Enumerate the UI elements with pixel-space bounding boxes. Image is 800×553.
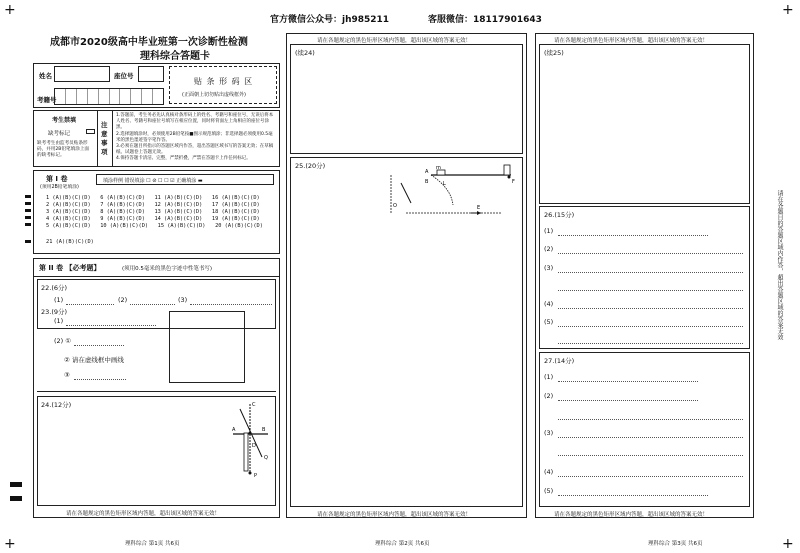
mcq-item[interactable]: 5 (A)(B)(C)(D): [46, 223, 91, 229]
mcq-item[interactable]: 2 (A)(B)(C)(D): [46, 202, 91, 208]
section-1-title: 第 I 卷: [46, 175, 68, 183]
seat-field[interactable]: [138, 66, 164, 82]
q27-part-4: (4): [544, 468, 554, 476]
q23-drawing-box[interactable]: [169, 311, 245, 383]
exam-title: 成都市2020级高中毕业班第一次诊断性检测: [50, 37, 248, 48]
fig25-label: m: [436, 165, 441, 171]
name-label: 姓名: [39, 72, 52, 80]
mcq-item[interactable]: 4 (A)(B)(C)(D): [46, 216, 91, 222]
q27-answer-area[interactable]: [539, 352, 750, 507]
section-2-block: [33, 258, 280, 518]
mcq-item[interactable]: 15 (A)(B)(C)(D): [157, 223, 206, 229]
q25-continued-title: (续25): [544, 49, 564, 57]
q25-continued-area[interactable]: [539, 44, 750, 204]
fig24-label: D: [252, 443, 256, 449]
mcq-item[interactable]: 8 (A)(B)(C)(D): [100, 209, 145, 215]
q27-part-2: (2): [544, 392, 554, 400]
fig24-label: A: [232, 427, 236, 433]
q22-part-2: (2): [118, 296, 128, 304]
q26-part-1: (1): [544, 227, 554, 235]
fig25-label: E: [477, 205, 481, 211]
zone-warning: 请在各题规定的黑色矩形区域内答题，超出该区域的答案无效！: [66, 511, 221, 517]
section-1-block: [33, 170, 280, 254]
zone-warning: 请在各题规定的黑色矩形区域内答题，超出该区域的答案无效！: [554, 38, 709, 44]
mcq-item[interactable]: 9 (A)(B)(C)(D): [100, 216, 145, 222]
exam-no-field[interactable]: [54, 88, 164, 105]
candidate-forbidden-label: 考生禁填: [52, 117, 77, 124]
q24-title: 24.(12分): [41, 401, 72, 409]
absent-note: 缺考考生由监考员贴条形码，并用2B铅笔填涂上面的缺考标记。: [37, 141, 90, 158]
service-wechat: 客服微信：18117901643: [428, 15, 542, 25]
q25-title: 25.(20分): [295, 162, 326, 170]
mcq-item[interactable]: 13 (A)(B)(C)(D): [154, 209, 203, 215]
mcq-item[interactable]: 20 (A)(B)(C)(D): [215, 223, 263, 229]
zone-warning: 请在各题规定的黑色矩形区域内答题，超出该区域的答案无效！: [317, 38, 472, 44]
fig25-label: F: [512, 179, 515, 185]
q23-title: 23.(9分): [41, 308, 68, 316]
page-3-frame: [535, 33, 754, 518]
notice-item: 3.必须在题目所指示的答题区域内作答，超出答题区域书写的答案无效；在草稿纸、试题卷上答题无效。: [116, 144, 274, 156]
q27-part-3: (3): [544, 429, 554, 437]
fig25-label: L: [443, 181, 446, 187]
page-footer: 理科综合 第2页 共6页: [375, 541, 430, 547]
fill-legend-text: 填涂样例 错误填涂 ☐ ⊘ ☐ ☐ ☑ 正确填涂 ▬: [103, 178, 203, 184]
mcq-item[interactable]: 21 (A)(B)(C)(D): [46, 239, 94, 245]
q26-title: 26.(15分): [544, 211, 575, 219]
barcode-area: [169, 66, 277, 104]
crop-mark-icon: +: [782, 2, 794, 18]
side-note: 请在各题目的答题区域内作答，超出答题区域的答案无效: [776, 190, 783, 340]
notice-block: [33, 110, 280, 167]
q24-diagram: [228, 399, 273, 479]
q22-part-1: (1): [54, 296, 64, 304]
absent-mark-box[interactable]: [86, 129, 95, 134]
q26-part-5: (5): [544, 318, 554, 326]
q27-part-5: (5): [544, 487, 554, 495]
mcq-item[interactable]: 1 (A)(B)(C)(D): [46, 195, 91, 201]
mcq-item[interactable]: 7 (A)(B)(C)(D): [100, 202, 145, 208]
section-2-title: 第 II 卷 【必考题】: [39, 264, 101, 272]
barcode-title: 贴 条 形 码 区: [194, 77, 254, 86]
notice-item: 4.保持答题卡清洁、完整，严禁折叠，严禁在答题卡上作任何标记。: [116, 156, 251, 162]
q22-title: 22.(6分): [41, 284, 68, 292]
exam-no-label: 考籍号: [37, 96, 57, 104]
mcq-item[interactable]: 10 (A)(B)(C)(D): [100, 223, 149, 229]
q24-continued-title: (续24): [295, 49, 315, 57]
q25-diagram: [381, 163, 521, 223]
q27-part-1: (1): [544, 373, 554, 381]
q23-part-1: (1): [54, 317, 64, 325]
mcq-item[interactable]: 12 (A)(B)(C)(D): [154, 202, 203, 208]
q23-part-3: ③: [64, 371, 70, 379]
crop-mark-icon: +: [4, 536, 16, 552]
q24-answer-area[interactable]: [37, 396, 276, 506]
page-2-frame: [286, 33, 527, 518]
q26-answer-area[interactable]: [539, 206, 750, 349]
q24-continued-area[interactable]: [290, 44, 523, 154]
page-footer: 理科综合 第1页 共6页: [125, 541, 180, 547]
q23-part-2b: ② 请在虚线框中画线: [64, 356, 124, 364]
notice-item: 1.答题前，考生务必先认真核对条形码上的姓名、考籍号和座位号，无误后将本人姓名、考籍号和座位号填写在相应位置，同时将背面左上角相应的座位号涂黑。: [116, 113, 274, 131]
fig24-label: P: [254, 473, 258, 479]
mcq-item[interactable]: 6 (A)(B)(C)(D): [100, 195, 145, 201]
mcq-item[interactable]: 3 (A)(B)(C)(D): [46, 209, 91, 215]
mcq-item[interactable]: 11 (A)(B)(C)(D): [154, 195, 203, 201]
q26-part-2: (2): [544, 245, 554, 253]
notice-item: 2.选择题填涂时，必须使用2B铅笔按■图示规范填涂；非选择题必须使用0.5毫米的黑色墨迹签字笔作答。: [116, 131, 273, 143]
page-footer: 理科综合 第3页 共6页: [648, 541, 703, 547]
fill-legend: [96, 174, 274, 185]
fig24-label: Q: [264, 455, 268, 461]
section-2-subtitle: (须用0.5毫米的黑色字迹中性笔书写): [122, 266, 213, 272]
attention-label: 注意事项: [101, 121, 108, 156]
mcq-item[interactable]: 14 (A)(B)(C)(D): [154, 216, 203, 222]
fig25-label: A: [425, 169, 429, 175]
zone-warning: 请在各题规定的黑色矩形区域内答题，超出该区域的答案无效！: [554, 512, 709, 518]
section-1-subtitle: (须用2B铅笔填涂): [40, 185, 79, 190]
q26-part-3: (3): [544, 264, 554, 272]
mcq-item[interactable]: 16 (A)(B)(C)(D): [211, 195, 260, 201]
absent-mark-label: 缺考标记: [48, 131, 71, 137]
q26-part-4: (4): [544, 300, 554, 308]
mcq-item[interactable]: 17 (A)(B)(C)(D): [211, 202, 260, 208]
notice-list: [116, 113, 276, 163]
q25-answer-area[interactable]: [290, 157, 523, 507]
mcq-item[interactable]: 18 (A)(B)(C)(D): [211, 209, 260, 215]
seat-label: 座位号: [114, 72, 134, 80]
q22-part-3: (3): [178, 296, 188, 304]
q23-part-2: (2) ①: [54, 337, 72, 345]
barcode-note: (正面朝上切勿贴出虚线框外): [182, 92, 246, 98]
student-info-block: [33, 63, 280, 108]
crop-mark-icon: +: [4, 2, 16, 18]
fig24-label: C: [252, 402, 256, 408]
q27-title: 27.(14分): [544, 357, 575, 365]
answer-card-title: 理科综合答题卡: [140, 51, 210, 62]
zone-warning: 请在各题规定的黑色矩形区域内答题，超出该区域的答案无效！: [317, 512, 472, 518]
name-field[interactable]: [54, 66, 110, 82]
fig25-label: O: [393, 203, 397, 209]
official-wechat: 官方微信公众号：jh985211: [270, 15, 390, 25]
fig24-label: B: [262, 427, 266, 433]
mcq-item[interactable]: 19 (A)(B)(C)(D): [211, 216, 260, 222]
fig25-label: B: [425, 179, 429, 185]
crop-mark-icon: +: [782, 536, 794, 552]
